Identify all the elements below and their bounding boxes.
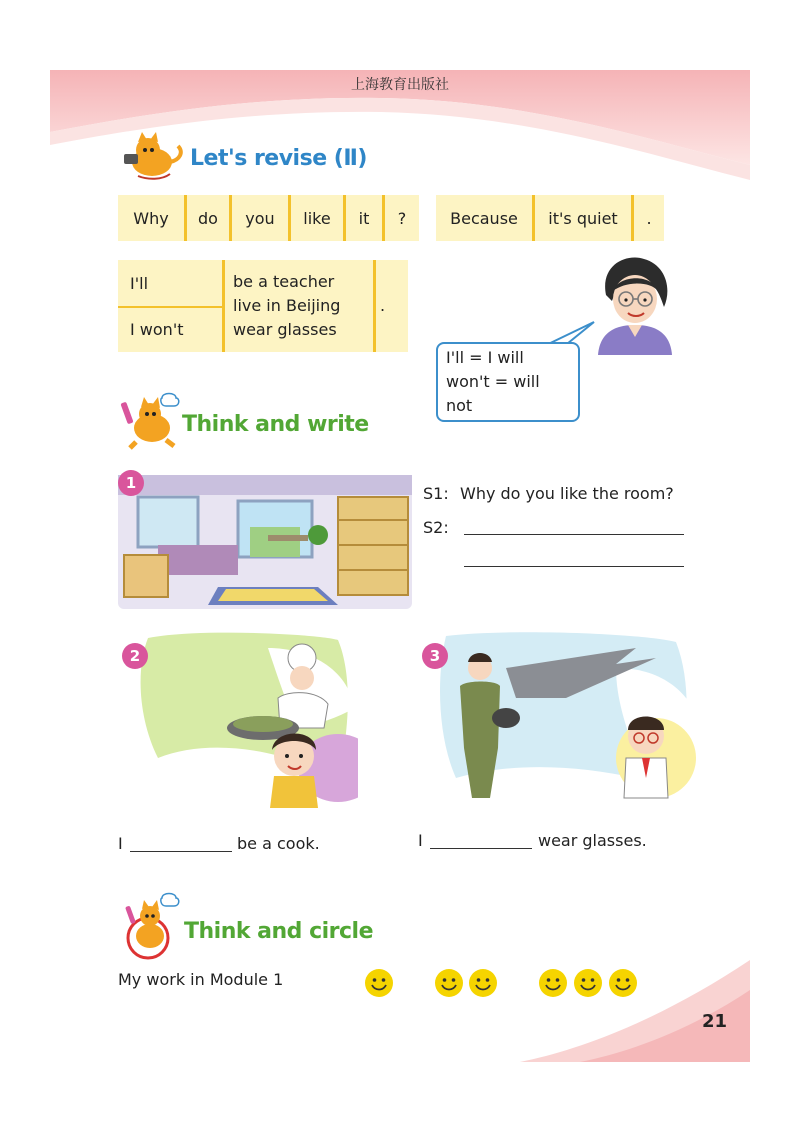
phrase-glasses: wear glasses [233, 320, 337, 339]
cat-circle-icon [118, 892, 188, 962]
publisher-name: 上海教育出版社 [351, 77, 449, 93]
word-like: like [291, 195, 346, 241]
contraction-bubble [436, 342, 580, 422]
ex3-suffix: wear glasses. [538, 831, 647, 850]
question-strip [118, 195, 419, 241]
s2-label: S2: [423, 518, 449, 537]
s2-answer-line-1 [464, 534, 684, 535]
ex2-suffix: be a cook. [237, 834, 320, 853]
end-mark: . [380, 296, 386, 315]
substitution-table [118, 260, 408, 352]
word-you: you [232, 195, 291, 241]
smiley-icon[interactable] [364, 968, 394, 998]
section-title-think-write: Think and write [182, 412, 369, 437]
phrase-teacher: be a teacher [233, 272, 335, 291]
ex3-prefix: I [418, 831, 423, 850]
subject-i-wont: I won't [130, 320, 184, 339]
word-its-quiet: it's quiet [535, 195, 634, 241]
ex2-answer-line [130, 851, 232, 852]
word-period: . [646, 208, 652, 228]
cat-mascot-icon [118, 132, 188, 182]
bubble-line-wont: won't = will not [446, 372, 540, 415]
ex2-prefix: I [118, 834, 123, 853]
subject-divider [118, 306, 222, 308]
teacher-illustration [590, 255, 680, 355]
s2-answer-line-2 [464, 566, 684, 567]
subject-ill: I'll [130, 274, 149, 293]
smiley-icon[interactable] [468, 968, 498, 998]
word-why: Why [118, 195, 187, 241]
bubble-line-ill: I'll = I will [446, 348, 524, 367]
exercise-number-1: 1 [118, 470, 144, 496]
module-work-label: My work in Module 1 [118, 970, 284, 989]
textbook-page [50, 70, 750, 1062]
word-do: do [187, 195, 232, 241]
section-title-think-circle: Think and circle [184, 919, 374, 944]
word-question-mark: ? [397, 208, 407, 228]
s1-question: Why do you like the room? [460, 484, 674, 503]
phrase-beijing: live in Beijing [233, 296, 341, 315]
bedroom-picture [118, 475, 412, 609]
pilot-picture [416, 628, 706, 808]
cook-picture [118, 628, 358, 808]
page-number: 21 [702, 1011, 728, 1032]
phrase-column [225, 260, 376, 352]
subject-column [118, 260, 225, 352]
word-it: it [346, 195, 385, 241]
answer-strip [436, 195, 664, 241]
ex3-answer-line [430, 848, 532, 849]
exercise-number-3: 3 [422, 643, 448, 669]
smiley-icon[interactable] [434, 968, 464, 998]
word-because: Because [436, 195, 535, 241]
s1-label: S1: [423, 484, 449, 503]
cat-writing-icon [118, 392, 188, 450]
exercise-number-2: 2 [122, 643, 148, 669]
section-title-revise: Let's revise (Ⅱ) [190, 146, 367, 171]
